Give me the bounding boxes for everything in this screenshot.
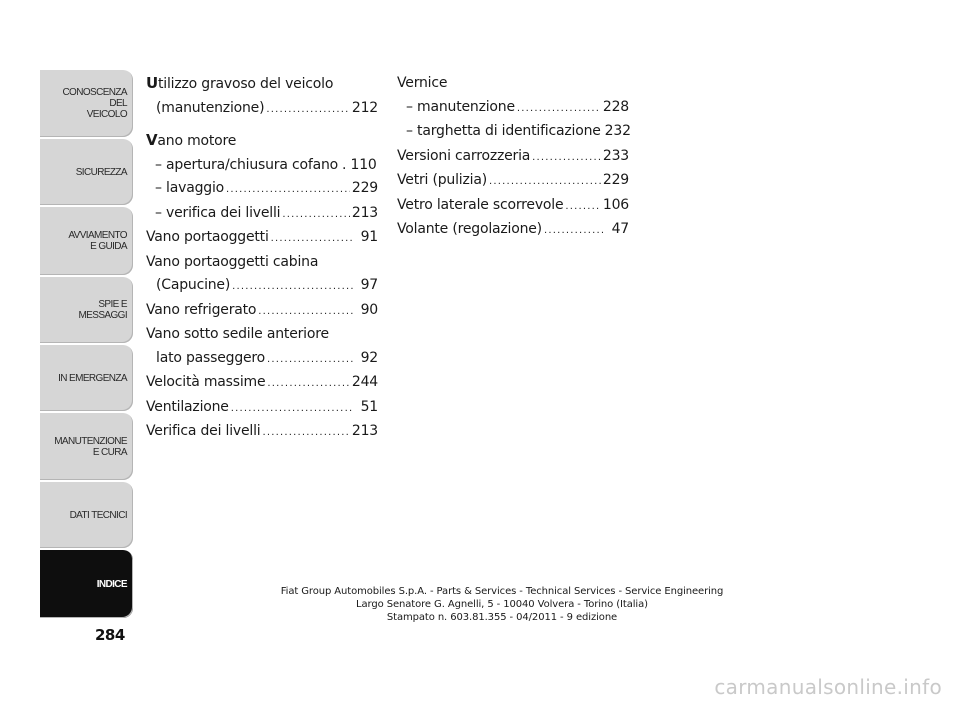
index-entry-text: Vano portaoggetti cabina — [146, 253, 319, 270]
index-entry-text: Vernice — [397, 75, 448, 91]
index-entry-text: lato passeggero — [156, 349, 266, 366]
tab-in-emergenza[interactable]: IN EMERGENZA — [40, 345, 133, 411]
index-page-ref: 229 — [351, 180, 378, 196]
leader-dots — [489, 170, 601, 194]
leader-dots — [517, 97, 601, 121]
index-entry-text: (manutenzione) — [156, 99, 265, 116]
index-entry — [146, 323, 378, 347]
index-entry-text: Vetro laterale scorrevole — [397, 196, 564, 213]
leader-dots — [266, 98, 350, 122]
index-entry[interactable] — [146, 347, 378, 372]
tab-spie-e-messaggi[interactable]: SPIE E MESSAGGI — [40, 277, 133, 343]
index-page-ref: 244 — [351, 374, 378, 390]
index-page-ref: 90 — [360, 301, 378, 318]
index-entry[interactable] — [397, 120, 629, 145]
tab-dati-tecnici[interactable]: DATI TECNICI — [40, 482, 133, 548]
index-entry[interactable] — [397, 218, 629, 243]
index-entry-text: ano motore — [157, 133, 237, 149]
leader-dots — [231, 397, 354, 421]
index-entry-text: – manutenzione — [406, 98, 515, 115]
footer-line-2: Largo Senatore G. Agnelli, 5 - 10040 Volvera - Torino (Italia) — [356, 599, 648, 610]
index-page-ref: 233 — [602, 147, 629, 164]
index-column-1 — [146, 72, 378, 445]
index-entry-text: – apertura/chiusura cofano — [155, 156, 338, 173]
index-page-ref: 212 — [351, 99, 378, 116]
leader-dots — [532, 146, 601, 170]
index-entry-text: – verifica dei livelli — [155, 204, 281, 221]
index-page-ref: 47 — [611, 221, 629, 237]
index-letter-u: U — [146, 74, 158, 92]
tab-conoscenza-del-veicolo[interactable]: CONOSCENZA DEL VEICOLO — [40, 70, 133, 137]
index-entry[interactable] — [397, 96, 629, 121]
index-entry[interactable] — [146, 420, 378, 445]
index-entry-text: Vano portaoggetti — [146, 229, 269, 245]
index-entry[interactable] — [397, 169, 629, 194]
leader-dots — [282, 203, 350, 227]
index-entry[interactable] — [146, 177, 378, 202]
index-page-ref: 229 — [602, 172, 629, 188]
index-page-ref: 91 — [360, 229, 378, 245]
index-entry[interactable] — [146, 274, 378, 299]
index-entry[interactable] — [146, 226, 378, 251]
leader-dots — [262, 421, 349, 445]
index-page-ref: . 110 — [342, 156, 377, 173]
index-page-ref: 51 — [360, 398, 378, 415]
index-page-ref: 232 — [604, 123, 631, 139]
index-entry[interactable] — [397, 194, 629, 219]
index-entry-text: (Capucine) — [156, 277, 231, 293]
index-entry[interactable] — [146, 202, 378, 227]
index-entry-text: Vano refrigerato — [146, 301, 257, 318]
leader-dots — [267, 372, 349, 396]
index-entry-text: Vano sotto sedile anteriore — [146, 326, 329, 342]
watermark: carmanualsonline.info — [714, 675, 942, 699]
leader-dots — [565, 195, 600, 219]
index-page-ref: 228 — [602, 98, 629, 115]
index-entry-text: tilizzo gravoso del veicolo — [157, 76, 334, 92]
index-entry — [397, 72, 629, 96]
leader-dots — [258, 300, 354, 324]
leader-dots — [271, 227, 354, 251]
tab-indice[interactable]: INDICE — [40, 550, 133, 618]
index-entry[interactable] — [146, 299, 378, 324]
tab-sicurezza[interactable]: SICUREZZA — [40, 139, 133, 205]
index-entry[interactable] — [146, 154, 378, 178]
index-page-ref: 106 — [602, 196, 629, 213]
index-entry[interactable] — [146, 371, 378, 396]
index-entry-text: Vetri (pulizia) — [397, 172, 487, 188]
index-entry — [146, 251, 378, 275]
index-entry-text: – targhetta di identificazione — [406, 123, 601, 139]
leader-dots — [226, 178, 350, 202]
index-entry[interactable] — [397, 145, 629, 170]
index-entry-text: Verifica dei livelli — [146, 423, 261, 439]
publisher-footer — [262, 585, 742, 624]
index-page-ref: 213 — [351, 204, 378, 221]
index-page-ref: 92 — [360, 349, 378, 366]
index-entry-text: Velocità massime — [146, 374, 266, 390]
index-page-ref: 213 — [351, 423, 378, 439]
leader-dots — [544, 219, 605, 243]
tab-avviamento-e-guida[interactable]: AVVIAMENTO E GUIDA — [40, 207, 133, 275]
index-entry-text: Ventilazione — [146, 398, 229, 415]
index-heading-v — [146, 129, 378, 154]
index-entry[interactable] — [146, 97, 378, 122]
index-entry[interactable] — [146, 396, 378, 421]
footer-line-1: Fiat Group Automobiles S.p.A. - Parts & Services - Technical Services - Service Engineering — [280, 586, 724, 597]
index-heading-u — [146, 72, 378, 97]
index-entry-text: Volante (regolazione) — [397, 221, 542, 237]
index-letter-v: V — [146, 131, 158, 149]
tab-manutenzione-e-cura[interactable]: MANUTENZIONE E CURA — [40, 413, 133, 480]
leader-dots — [232, 275, 354, 299]
leader-dots — [267, 348, 354, 372]
page-number: 284 — [95, 626, 125, 644]
footer-line-3: Stampato n. 603.81.355 - 04/2011 - 9 edizione — [386, 612, 618, 623]
index-column-2 — [397, 72, 629, 243]
index-entry-text: – lavaggio — [155, 180, 225, 196]
index-page-ref: 97 — [360, 277, 378, 293]
index-entry-text: Versioni carrozzeria — [397, 147, 531, 164]
